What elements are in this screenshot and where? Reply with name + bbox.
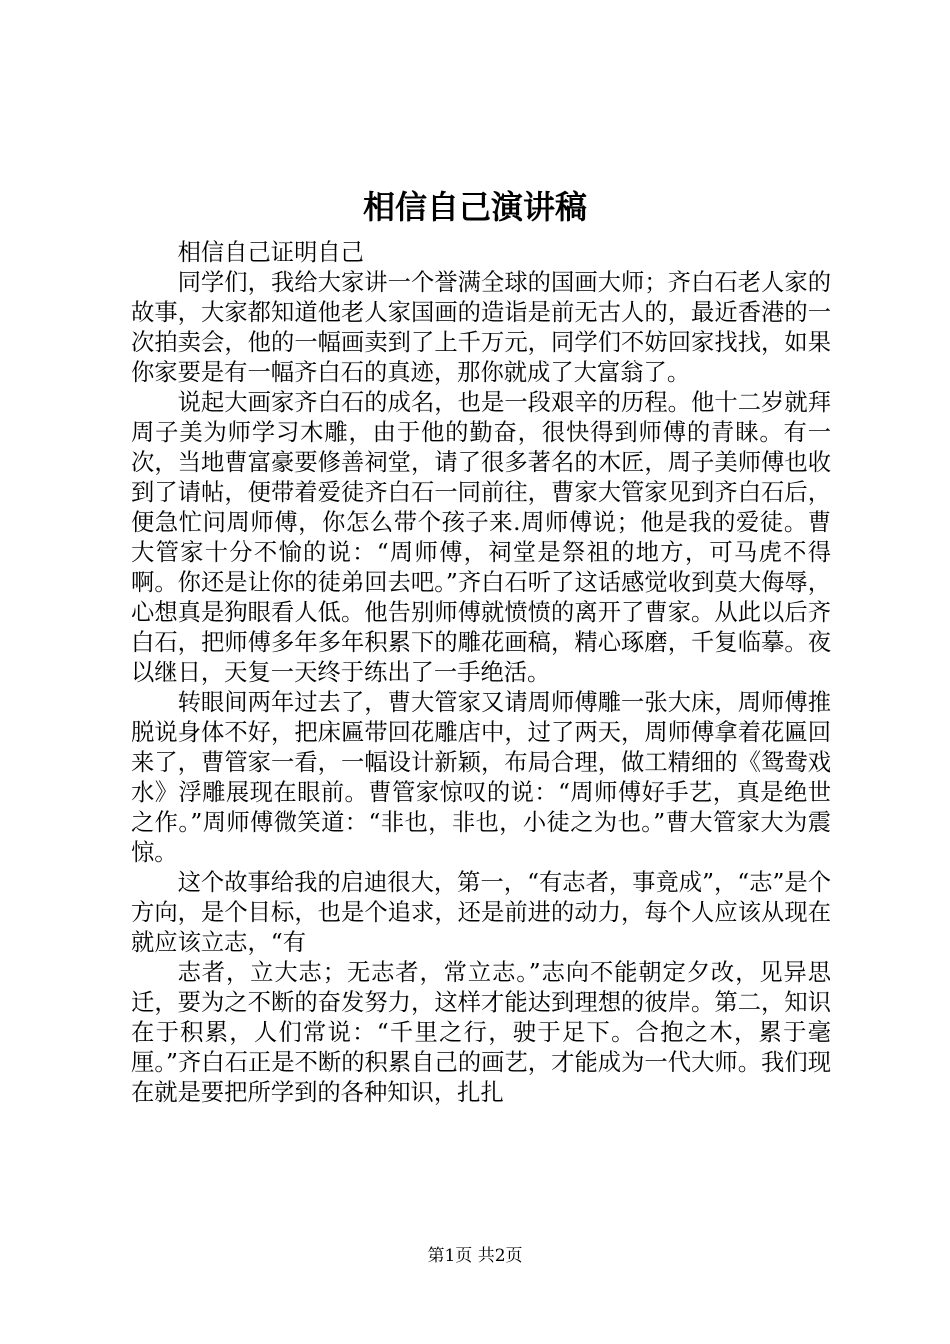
document-body — [131, 238, 831, 1108]
subtitle-paragraph: 相信自己证明自己 — [177, 239, 364, 266]
body-paragraph: 志者，立大志；无志者，常立志。”志向不能朝定夕改，见异思迁，要为之不断的奋发努力，这样才能达到理想的彼岸。第二，知识在于积累，人们常说：“千里之行，驶于足下。合抱之木，累于毫厘。”齐白石正是不断的积累自己的画艺，才能成为一代大师。我们现在就是要把所学到的各种知识，扎扎 — [131, 959, 831, 1106]
body-paragraph: 同学们，我给大家讲一个誉满全球的国画大师；齐白石老人家的故事，大家都知道他老人家国画的造诣是前无古人的，最近香港的一次拍卖会，他的一幅画卖到了上千万元，同学们不妨回家找找，如果你家要是有一幅齐白石的真迹，那你就成了大富翁了。 — [131, 269, 831, 386]
document-title: 相信自己演讲稿 — [362, 188, 587, 226]
page-footer: 第1页 共2页 — [427, 1246, 523, 1266]
body-paragraph: 转眼间两年过去了，曹大管家又请周师傅雕一张大床，周师傅推脱说身体不好，把床匾带回花雕店中，过了两天，周师傅拿着花匾回来了，曹管家一看，一幅设计新颖，布局合理，做工精细的《鸳鸯戏水》浮雕展现在眼前。曹管家惊叹的说：“周师傅好手艺，真是绝世之作。”周师傅微笑道：“非也，非也，小徒之为也。”曹大管家大为震惊。 — [131, 689, 831, 866]
body-paragraph: 这个故事给我的启迪很大，第一，“有志者，事竟成”，“志”是个方向，是个目标，也是个追求，还是前进的动力，每个人应该从现在就应该立志，“有 — [131, 869, 831, 956]
body-paragraph: 说起大画家齐白石的成名，也是一段艰辛的历程。他十二岁就拜周子美为师学习木雕，由于他的勤奋，很快得到师傅的青睐。有一次，当地曹富豪要修善祠堂，请了很多著名的木匠，周子美师傅也收到了请帖，便带着爱徒齐白石一同前往，曹家大管家见到齐白石后，便急忙问周师傅，你怎么带个孩子来.周师傅说；他是我的爱徒。曹大管家十分不愉的说：“周师傅，祠堂是祭祖的地方，可马虎不得啊。你还是让你的徒弟回去吧。”齐白石听了这话感觉收到莫大侮辱，心想真是狗眼看人低。他告别师傅就愤愤的离开了曹家。从此以后齐白石，把师傅多年多年积累下的雕花画稿，精心琢磨，千复临摹。夜以继日，天复一天终于练出了一手绝活。 — [131, 389, 831, 686]
